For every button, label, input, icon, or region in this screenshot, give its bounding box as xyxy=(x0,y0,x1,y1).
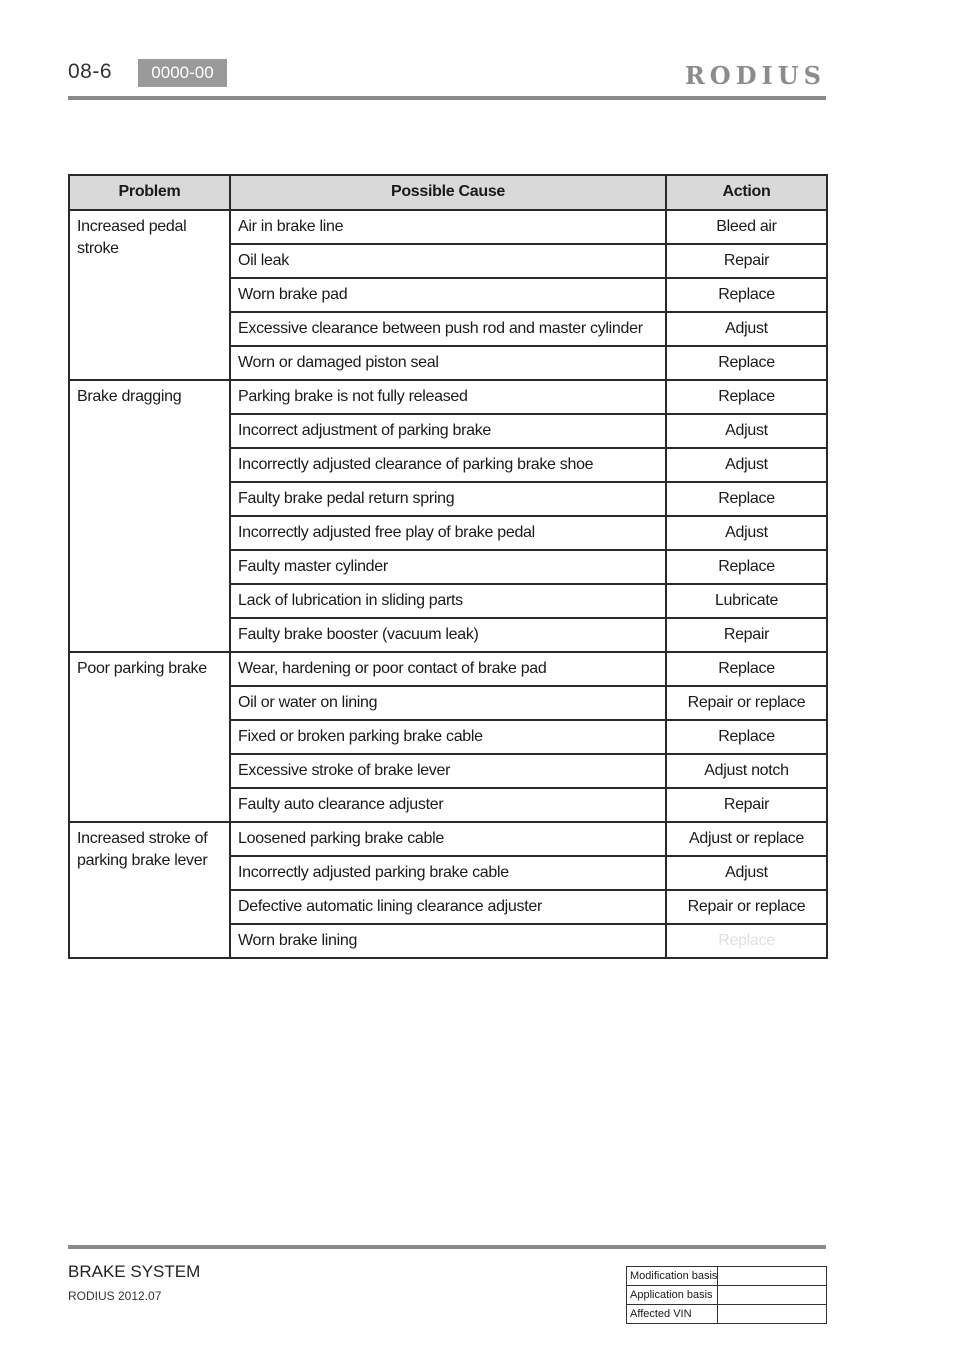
footer-divider xyxy=(68,1245,826,1249)
action-cell: Replace xyxy=(666,924,827,958)
action-cell: Replace xyxy=(666,652,827,686)
possible-cause-cell: Excessive stroke of brake lever xyxy=(230,754,666,788)
revision-label: Affected VIN xyxy=(627,1305,718,1324)
problem-cell: Brake dragging xyxy=(69,380,230,652)
possible-cause-cell: Excessive clearance between push rod and master cylinder xyxy=(230,312,666,346)
possible-cause-cell: Lack of lubrication in sliding parts xyxy=(230,584,666,618)
problem-cell: Poor parking brake xyxy=(69,652,230,822)
possible-cause-cell: Air in brake line xyxy=(230,210,666,244)
table-row xyxy=(69,380,827,414)
footer-edition: RODIUS 2012.07 xyxy=(68,1289,162,1303)
action-cell: Adjust xyxy=(666,414,827,448)
possible-cause-cell: Defective automatic lining clearance adjuster xyxy=(230,890,666,924)
possible-cause-cell: Worn brake pad xyxy=(230,278,666,312)
possible-cause-cell: Faulty master cylinder xyxy=(230,550,666,584)
possible-cause-cell: Loosened parking brake cable xyxy=(230,822,666,856)
action-cell: Adjust xyxy=(666,516,827,550)
revision-label: Modification basis xyxy=(627,1267,718,1286)
action-cell: Bleed air xyxy=(666,210,827,244)
revision-row xyxy=(627,1267,827,1286)
possible-cause-cell: Faulty brake booster (vacuum leak) xyxy=(230,618,666,652)
page-number: 08-6 xyxy=(68,60,113,83)
action-cell: Replace xyxy=(666,346,827,380)
action-cell: Replace xyxy=(666,550,827,584)
possible-cause-cell: Fixed or broken parking brake cable xyxy=(230,720,666,754)
header-divider xyxy=(68,96,826,100)
section-code-badge: 0000-00 xyxy=(138,59,227,87)
action-cell: Adjust xyxy=(666,856,827,890)
possible-cause-cell: Worn or damaged piston seal xyxy=(230,346,666,380)
revision-label: Application basis xyxy=(627,1286,718,1305)
possible-cause-cell: Wear, hardening or poor contact of brake pad xyxy=(230,652,666,686)
column-header-action: Action xyxy=(666,175,827,210)
table-body xyxy=(69,210,827,958)
revision-row xyxy=(627,1286,827,1305)
revision-value xyxy=(718,1286,827,1305)
action-cell: Repair xyxy=(666,788,827,822)
action-cell: Replace xyxy=(666,482,827,516)
action-cell: Repair xyxy=(666,618,827,652)
column-header-possible-cause: Possible Cause xyxy=(230,175,666,210)
brand-logo: RODIUS xyxy=(684,61,826,90)
possible-cause-cell: Oil leak xyxy=(230,244,666,278)
action-cell: Adjust notch xyxy=(666,754,827,788)
action-cell: Replace xyxy=(666,278,827,312)
action-cell: Repair or replace xyxy=(666,890,827,924)
revision-row xyxy=(627,1305,827,1324)
action-cell: Lubricate xyxy=(666,584,827,618)
table-row xyxy=(69,652,827,686)
table-header-row xyxy=(69,175,827,210)
possible-cause-cell: Incorrect adjustment of parking brake xyxy=(230,414,666,448)
revision-info-table xyxy=(626,1266,827,1324)
table-row xyxy=(69,822,827,856)
possible-cause-cell: Parking brake is not fully released xyxy=(230,380,666,414)
action-cell: Repair xyxy=(666,244,827,278)
possible-cause-cell: Oil or water on lining xyxy=(230,686,666,720)
action-cell: Adjust or replace xyxy=(666,822,827,856)
action-cell: Adjust xyxy=(666,312,827,346)
revision-value xyxy=(718,1305,827,1324)
revision-value xyxy=(718,1267,827,1286)
possible-cause-cell: Faulty brake pedal return spring xyxy=(230,482,666,516)
action-cell: Replace xyxy=(666,720,827,754)
column-header-problem: Problem xyxy=(69,175,230,210)
action-cell: Repair or replace xyxy=(666,686,827,720)
possible-cause-cell: Incorrectly adjusted clearance of parking brake shoe xyxy=(230,448,666,482)
possible-cause-cell: Worn brake lining xyxy=(230,924,666,958)
troubleshooting-table xyxy=(68,174,828,959)
possible-cause-cell: Incorrectly adjusted free play of brake pedal xyxy=(230,516,666,550)
footer-section-title: BRAKE SYSTEM xyxy=(68,1262,201,1281)
action-cell: Replace xyxy=(666,380,827,414)
possible-cause-cell: Incorrectly adjusted parking brake cable xyxy=(230,856,666,890)
problem-cell: Increased stroke of parking brake lever xyxy=(69,822,230,958)
action-cell: Adjust xyxy=(666,448,827,482)
problem-cell: Increased pedal stroke xyxy=(69,210,230,380)
table-row xyxy=(69,210,827,244)
possible-cause-cell: Faulty auto clearance adjuster xyxy=(230,788,666,822)
